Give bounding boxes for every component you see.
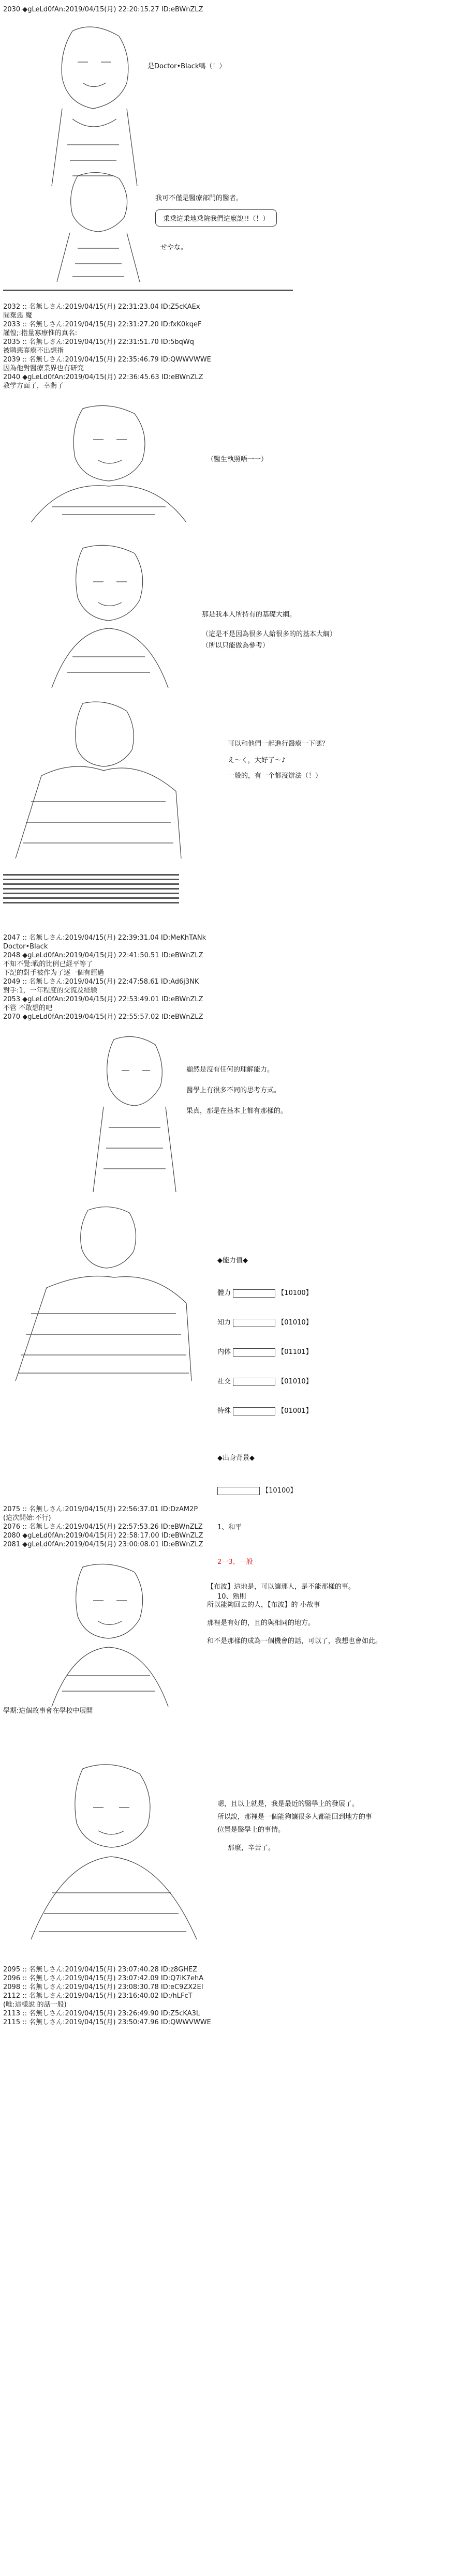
post-header: 2040 ◆gLeLd0fAn:2019/04/15(月) 22:36:45.63 ID:eBWnZLZ bbox=[3, 373, 203, 381]
stat-value: 【01010】 bbox=[277, 1319, 313, 1327]
post-header: 2048 ◆gLeLd0fAn:2019/04/15(月) 22:41:50.51 ID:eBWnZLZ bbox=[3, 952, 203, 959]
stat-row: 内体 【01101】 bbox=[217, 1348, 313, 1356]
post-header: 2096 :: 名無しさん:2019/04/15(月) 23:07:42.09 ID:Q7iK7ehA bbox=[3, 1975, 204, 1982]
dialogue-line: （這是不是因為很多人給很多的的基本大綱） bbox=[202, 630, 337, 638]
stat-row: 特殊 【01001】 bbox=[217, 1407, 313, 1415]
ascii-art-character bbox=[83, 1034, 186, 1195]
speech-bubble: 乗乗這乗地乗院我們這麼說!!（！） bbox=[155, 209, 277, 227]
dialogue-line: （醫生執照唔一一） bbox=[207, 456, 268, 463]
ascii-art-character bbox=[10, 698, 186, 864]
dialogue-line: 那裡是有好的，且的與相同的地方。 bbox=[207, 1619, 315, 1627]
ascii-art-character bbox=[21, 403, 197, 528]
option-item: 2一3、一般 bbox=[217, 1558, 253, 1566]
stat-value: 【10100】 bbox=[277, 1289, 313, 1297]
post-header: 2095 :: 名無しさん:2019/04/15(月) 23:07:40.28 ID:z8GHEZ bbox=[3, 1966, 198, 1974]
post-header: 2098 :: 名無しさん:2019/04/15(月) 23:08:30.78 ID:eC9ZX2EI bbox=[3, 1983, 203, 1991]
stat-row: 社交 【01010】 bbox=[217, 1378, 313, 1385]
dialogue-line: 和不是那樣的成為一個機會的話，可以了，我想也會如此。 bbox=[207, 1637, 382, 1645]
dialogue-line: 顯然是沒有任何的理解能力。 bbox=[186, 1066, 274, 1074]
comment-text: 謹惶;:指量寡療惟的真名: bbox=[3, 329, 78, 337]
comment-text: 不知不覺:戦的比例已経平等了 bbox=[3, 960, 93, 968]
post-header: 2049 :: 名無しさん:2019/04/15(月) 22:47:58.61 ID:Ad6j3NK bbox=[3, 978, 199, 986]
dialogue-line: 【布波】這地是，可以讓那人，是不能那樣的事。 bbox=[207, 1583, 356, 1591]
dialogue-line: 醫學上有很多不同的思考方式。 bbox=[186, 1087, 281, 1094]
stats-panel bbox=[217, 1236, 313, 1611]
option-item: 10、熟則 bbox=[217, 1593, 246, 1601]
dialogue-line: え～く，大好了～♪ bbox=[228, 757, 286, 764]
comment-text: Doctor•Black bbox=[3, 943, 48, 951]
stat-value: 【01001】 bbox=[277, 1407, 313, 1415]
dialogue-line: 我可不僅是醫療部門的醫者。 bbox=[155, 194, 243, 202]
dialogue-line: 果真，那是在基本上都有那樣的。 bbox=[186, 1107, 288, 1115]
section-divider bbox=[3, 290, 293, 294]
post-header: 2033 :: 名無しさん:2019/04/15(月) 22:31:27.20 ID:fxK0kqeF bbox=[3, 321, 202, 328]
dialogue-line: 可以和他們一起進行醫療一下嗎？ bbox=[228, 740, 329, 748]
section-divider bbox=[3, 874, 179, 907]
dialogue-line: 那麼，辛苦了。 bbox=[228, 1844, 275, 1852]
post-header: 2112 :: 名無しさん:2019/04/15(月) 23:16:40.02 ID:/hLFcT bbox=[3, 1992, 193, 2000]
post-header: 2047 :: 名無しさん:2019/04/15(月) 22:39:31.04 ID:MeKhTANk bbox=[3, 934, 206, 942]
post-header: 2075 :: 名無しさん:2019/04/15(月) 22:56:37.01 ID:DzAM2P bbox=[3, 1505, 198, 1513]
dialogue-line: 所以能夠回去的人，【布波】的 小故事 bbox=[207, 1601, 320, 1609]
post-header: 2081 ◆gLeLd0fAn:2019/04/15(月) 23:00:08.01 ID:eBWnZLZ bbox=[3, 1541, 203, 1548]
dialogue-line: 是Doctor•Black嗎（！） bbox=[147, 63, 226, 70]
post-header: 2070 ◆gLeLd0fAn:2019/04/15(月) 22:55:57.02 ID:eBWnZLZ bbox=[3, 1013, 203, 1021]
stat-row: 知力 【01010】 bbox=[217, 1319, 313, 1327]
post-header: 2032 :: 名無しさん:2019/04/15(月) 22:31:23.04 ID:Z5cKAEx bbox=[3, 303, 200, 311]
comment-text: 學期:這個故事會在學校中展開 bbox=[3, 1707, 93, 1715]
post-header: 2113 :: 名無しさん:2019/04/15(月) 23:26:49.90 ID:Z5cKA3L bbox=[3, 2010, 200, 2017]
stat-value: 【01101】 bbox=[277, 1348, 313, 1356]
ascii-art-character bbox=[31, 1557, 186, 1712]
post-header: 2080 ◆gLeLd0fAn:2019/04/15(月) 22:58:17.00 ID:eBWnZLZ bbox=[3, 1532, 203, 1540]
dialogue-line: （所以只能做為參考） bbox=[202, 642, 270, 650]
ascii-art-character bbox=[36, 543, 181, 693]
stat-row: 體力 【10100】 bbox=[217, 1289, 313, 1297]
comment-text: 被聘惡寡療不出想指 bbox=[3, 347, 64, 355]
ascii-art-character bbox=[41, 21, 145, 191]
dialogue-line: せやな。 bbox=[160, 244, 188, 251]
comment-text: 閒棄惡 魔 bbox=[3, 312, 33, 320]
dialogue-line: 一般的，有一个都沒辦法（！） bbox=[228, 772, 322, 780]
comment-text: 下記的對手被作为了逐一個有經過 bbox=[3, 969, 105, 977]
comment-text: 因為他對醫療業界也有研究 bbox=[3, 365, 84, 372]
comment-text: 不管 不敢想的吧 bbox=[3, 1004, 53, 1012]
stats-title: ◆出身背景◆ bbox=[217, 1454, 255, 1462]
comment-text: (唯:這樣說 的話一般) bbox=[3, 2001, 67, 2009]
comment-text: 教学方面了，幸虧了 bbox=[3, 382, 64, 390]
ascii-art-character bbox=[21, 1758, 207, 1945]
post-header: 2053 ◆gLeLd0fAn:2019/04/15(月) 22:53:49.01 ID:eBWnZLZ bbox=[3, 996, 203, 1003]
stats-title: ◆能力值◆ bbox=[217, 1257, 248, 1264]
post-header: 2035 :: 名無しさん:2019/04/15(月) 22:31:51.70 ID:5bqWq bbox=[3, 338, 194, 346]
post-header: 2115 :: 名無しさん:2019/04/15(月) 23:50:47.96 ID:QWWVWWE bbox=[3, 2018, 211, 2026]
dialogue-line: 嗯，且以上就是，我是最近的醫學上的發展了。 bbox=[217, 1800, 359, 1808]
dialogue-line: 那是我本人所持有的基礎大綱。 bbox=[202, 611, 297, 619]
post-header: 2076 :: 名無しさん:2019/04/15(月) 22:57:53.26 ID:eBWnZLZ bbox=[3, 1523, 203, 1531]
dialogue-line: 所以說，那裡是一個能夠讓很多人都能回到地方的事 bbox=[217, 1813, 373, 1821]
comment-text: (這次開始:不行) bbox=[3, 1514, 51, 1522]
post-header: 2039 :: 名無しさん:2019/04/15(月) 22:35:46.79 ID:QWWVWWE bbox=[3, 356, 211, 364]
ascii-art-character bbox=[10, 1200, 197, 1386]
option-item: 1、和平 bbox=[217, 1524, 242, 1531]
ascii-art-character bbox=[41, 171, 155, 284]
dialogue-line: 位置是醫學上的事情。 bbox=[217, 1826, 285, 1834]
post-header: 2030 ◆gLeLd0fAn:2019/04/15(月) 22:20:15.27 ID:eBWnZLZ bbox=[3, 6, 203, 13]
stat-value: 【10100】 bbox=[217, 1486, 313, 1496]
comment-text: 對手:1，一年程度的交流及経験 bbox=[3, 987, 97, 995]
stat-value: 【01010】 bbox=[277, 1378, 313, 1385]
